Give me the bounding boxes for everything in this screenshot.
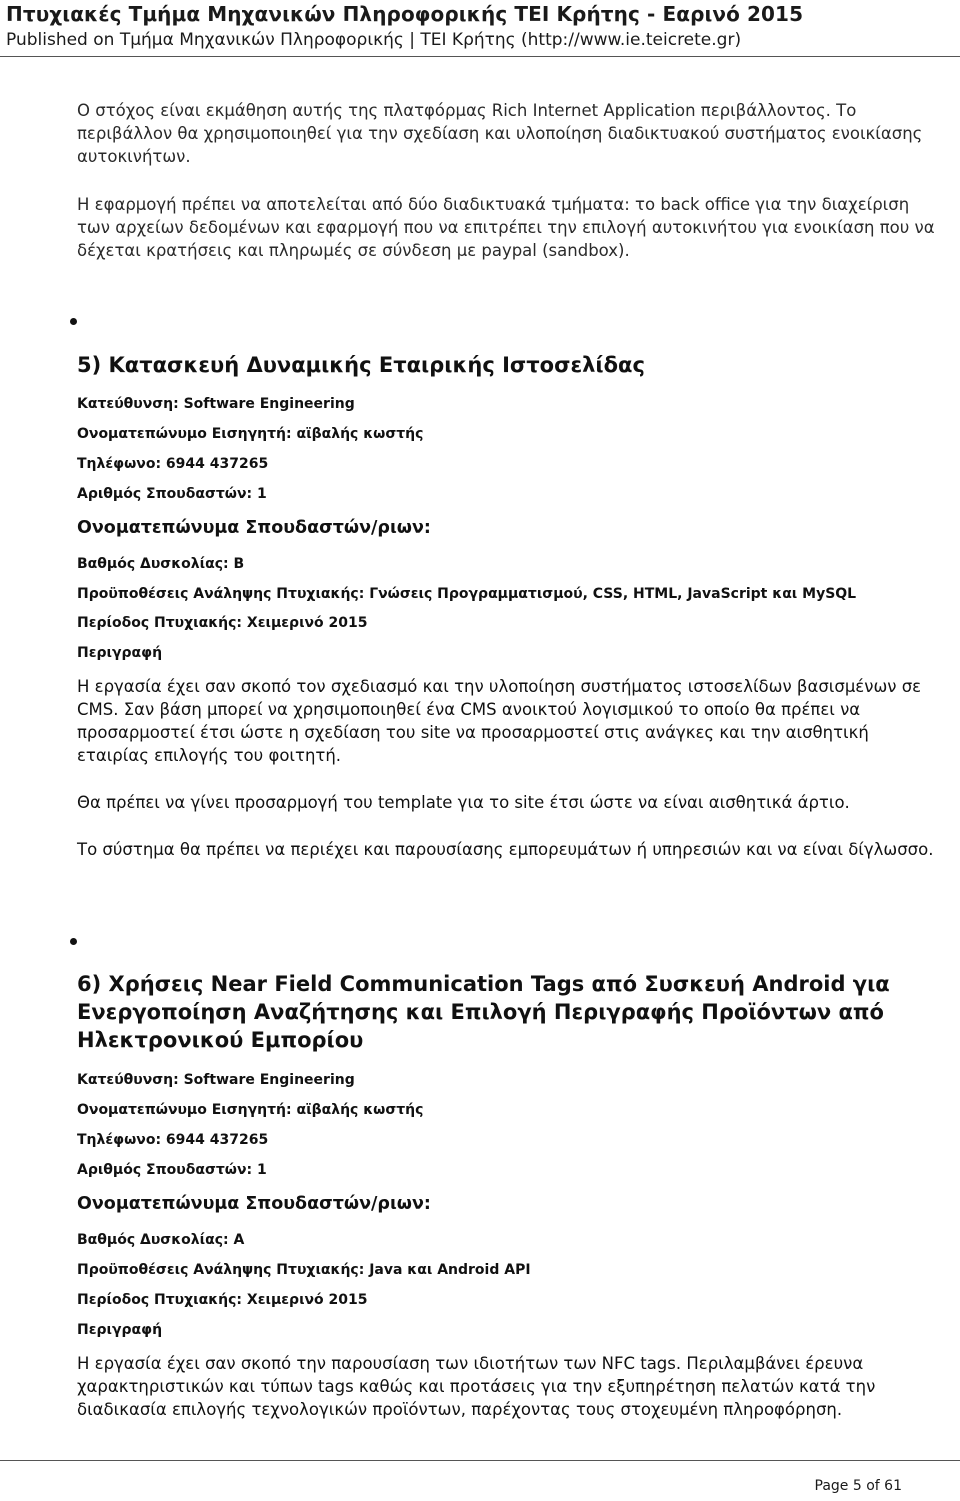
document-header-title: Πτυχιακές Τμήμα Μηχανικών Πληροφορικής ΤΕΙ Κρήτης - Εαρινό 2015 [6, 2, 804, 26]
project-6-supervisor: Ονοματεπώνυμο Εισηγητή: αϊβαλής κωστής [77, 1102, 424, 1118]
intro-paragraph-goal: Ο στόχος είναι εκμάθηση αυτής της πλατφόρμας Rich Internet Application περιβάλλοντος. Το περιβάλλον θα χρησιμοποιηθεί για την σχεδίαση και υλοποίηση διαδικτυακού συστήματος ενοικίασης αυτοκινήτων. [77, 101, 923, 166]
bullet-icon [70, 938, 77, 945]
intro-paragraph-requirements: Η εφαρμογή πρέπει να αποτελείται από δύο διαδικτυακά τμήματα: το back office για την διαχείριση των αρχείων δεδομένων και εφαρμογή που να επιτρέπει την επιλογή αυτοκινήτου για ενοικίαση που να δέχεται κρατήσεις και πληρωμές σε σύνδεση με paypal (sandbox). [77, 195, 935, 260]
document-header-source: Published on Τμήμα Μηχανικών Πληροφορικής | ΤΕΙ Κρήτης (http://www.ie.teicrete.gr) [6, 30, 742, 50]
project-6-period: Περίοδος Πτυχιακής: Χειμερινό 2015 [77, 1292, 368, 1308]
project-5-period: Περίοδος Πτυχιακής: Χειμερινό 2015 [77, 615, 368, 631]
project-6-students-count: Αριθμός Σπουδαστών: 1 [77, 1162, 267, 1178]
project-5-prerequisites: Προϋποθέσεις Ανάληψης Πτυχιακής: Γνώσεις Προγραμματισμού, CSS, HTML, JavaScript και MySQL [77, 586, 857, 602]
project-6-title: 6) Χρήσεις Near Field Communication Tags από Συσκευή Android για Ενεργοποίηση Αναζήτησης και Επιλογή Περιγραφής Προϊόντων από Ηλεκτρονικού Εμπορίου [77, 972, 890, 1052]
project-5-students-count: Αριθμός Σπουδαστών: 1 [77, 486, 267, 502]
project-5-students-label: Ονοματεπώνυμα Σπουδαστών/ριων: [77, 518, 431, 538]
header-divider [0, 56, 960, 57]
project-5-description-label: Περιγραφή [77, 645, 163, 661]
project-5-difficulty: Βαθμός Δυσκολίας: B [77, 556, 245, 572]
page-number: Page 5 of 61 [814, 1478, 902, 1494]
project-5-supervisor: Ονοματεπώνυμο Εισηγητή: αϊβαλής κωστής [77, 426, 424, 442]
project-5-description-paragraph: Θα πρέπει να γίνει προσαρμογή του template για το site έτσι ώστε να είναι αισθητικά άρτιο. [77, 793, 850, 812]
project-5-direction: Κατεύθυνση: Software Engineering [77, 396, 355, 412]
project-6-description-label: Περιγραφή [77, 1322, 163, 1338]
project-6-students-label: Ονοματεπώνυμα Σπουδαστών/ριων: [77, 1194, 431, 1214]
footer-divider [0, 1460, 960, 1461]
project-5-description-paragraph: Η εργασία έχει σαν σκοπό τον σχεδιασμό και την υλοποίηση συστήματος ιστοσελίδων βασισμένων σε CMS. Σαν βάση μπορεί να χρησιμοποιηθεί ένα CMS ανοικτού λογισμικού το οποίο θα πρέπει να προσαρμοστεί έτσι ώστε η σχεδίαση του site να προσαρμοστεί στις ανάγκες και την αισθητική εταιρίας επιλογής του φοιτητή. [77, 677, 922, 765]
project-6-description-paragraph: Η εργασία έχει σαν σκοπό την παρουσίαση των ιδιοτήτων των NFC tags. Περιλαμβάνει έρευνα χαρακτηριστικών και τύπων tags καθώς και προτάσεις για την εξυπηρέτηση πελατών κατά την διαδικασία επιλογής τεχνολογικών προϊόντων, παρέχοντας τους στοχευμένη πληροφόρηση. [77, 1354, 876, 1419]
project-6-phone: Τηλέφωνο: 6944 437265 [77, 1132, 269, 1148]
bullet-icon [70, 318, 77, 325]
project-5-description-paragraph: Το σύστημα θα πρέπει να περιέχει και παρουσίασης εμπορευμάτων ή υπηρεσιών και να είναι δίγλωσσο. [77, 840, 934, 859]
project-6-direction: Κατεύθυνση: Software Engineering [77, 1072, 355, 1088]
project-6-prerequisites: Προϋποθέσεις Ανάληψης Πτυχιακής: Java και Android API [77, 1262, 531, 1278]
project-5-phone: Τηλέφωνο: 6944 437265 [77, 456, 269, 472]
project-5-title: 5) Κατασκευή Δυναμικής Εταιρικής Ιστοσελίδας [77, 353, 645, 377]
project-6-difficulty: Βαθμός Δυσκολίας: A [77, 1232, 245, 1248]
